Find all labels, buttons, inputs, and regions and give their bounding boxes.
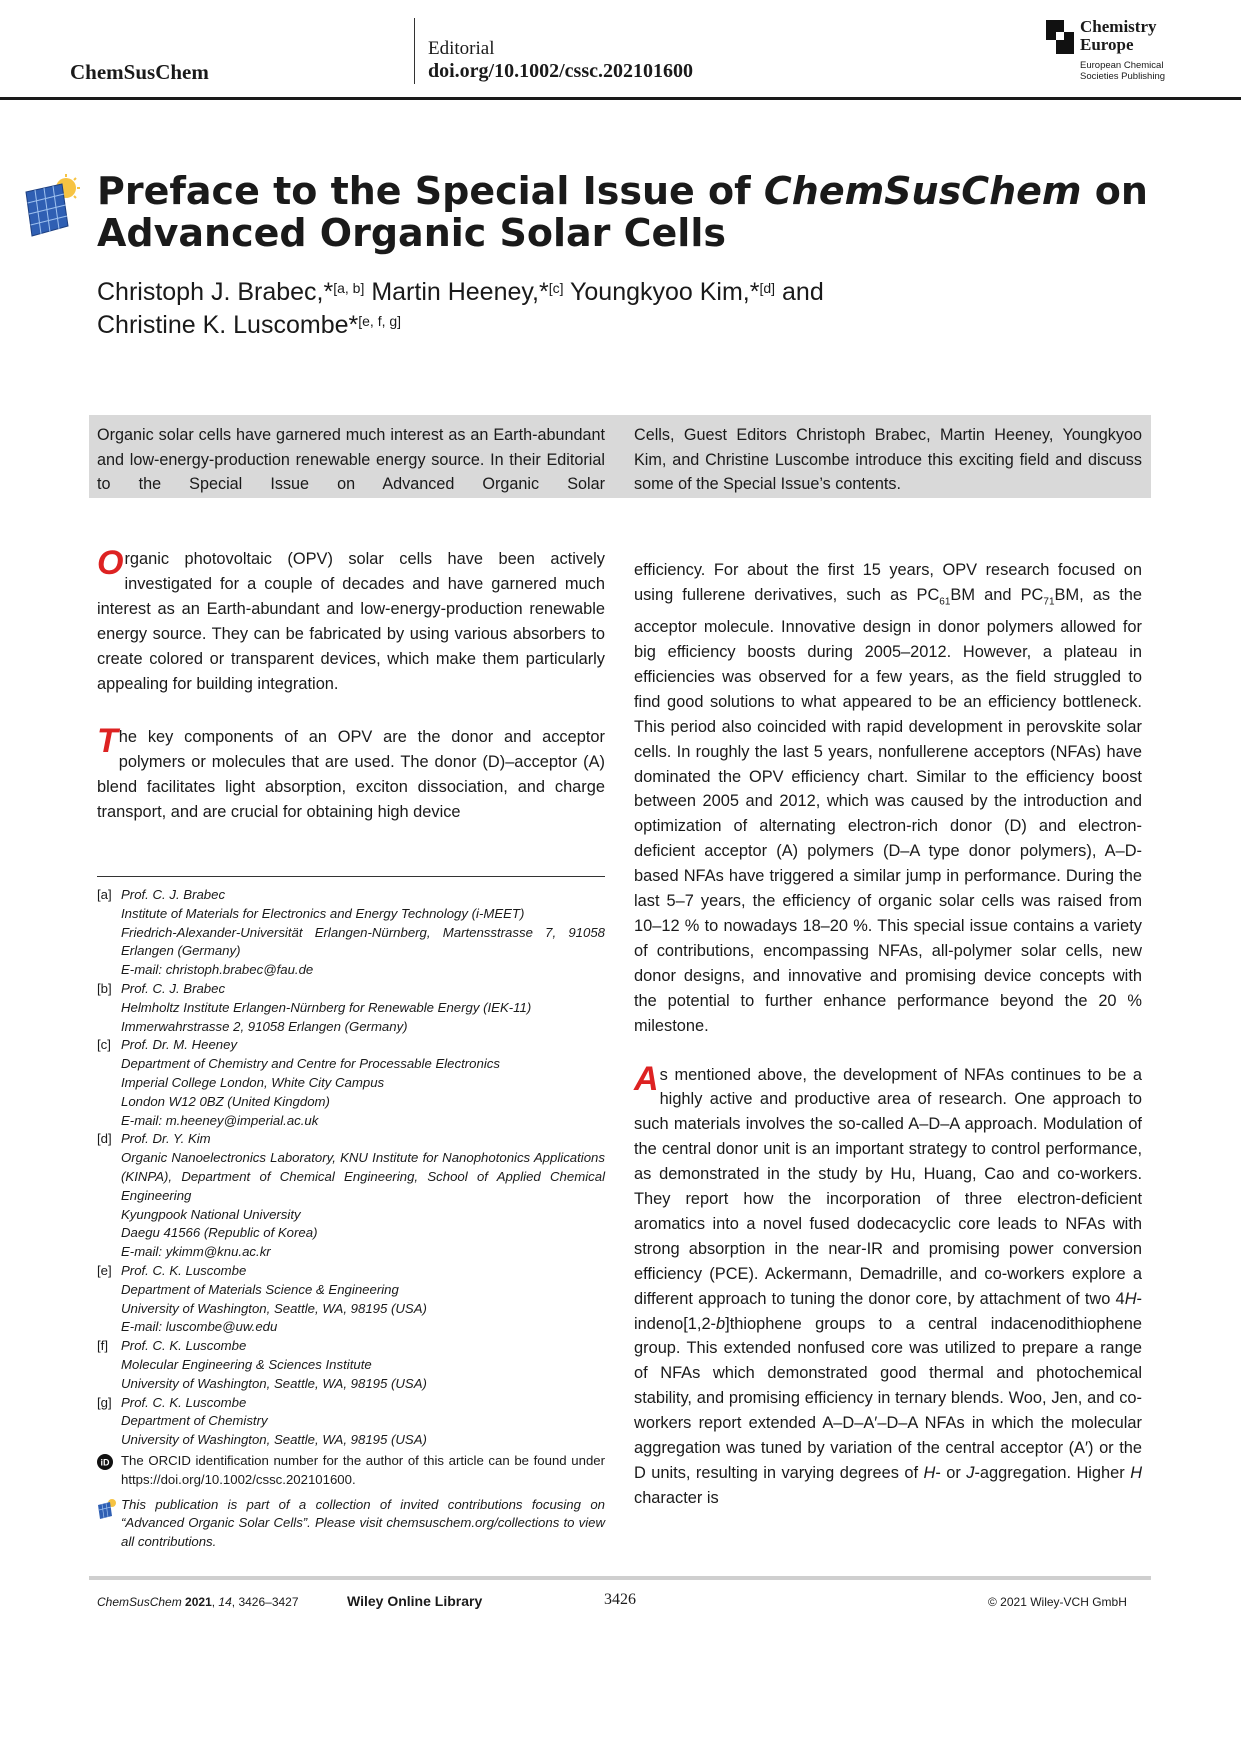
footnote-divider (97, 876, 605, 877)
header-rule (0, 97, 1241, 100)
affiliation-line: Kyungpook National University (121, 1206, 301, 1222)
affiliation-email[interactable]: E-mail: ykimm@knu.ac.kr (121, 1244, 271, 1260)
orcid-note-text: The ORCID identification number for the author of this article can be found under https://doi.org/10.1002/cssc.202101600. (121, 1452, 605, 1487)
subscript: 71 (1043, 596, 1055, 608)
affiliation-line: University of Washington, Seattle, WA, 98195 (USA) (121, 1300, 427, 1316)
affiliation-line: Prof. Dr. Y. Kim (121, 1131, 211, 1147)
abstract-col-2: Cells, Guest Editors Christoph Brabec, Martin Heeney, Youngkyoo Kim, and Christine Luscombe introduce this exciting field and discuss some of the Special Issue’s contents. (634, 426, 1142, 494)
copyright: © 2021 Wiley-VCH GmbH (988, 1595, 1127, 1609)
body-paragraph (97, 722, 605, 825)
solar-panel-icon (97, 1498, 117, 1520)
affiliation-line: Prof. C. J. Brabec (121, 887, 226, 902)
orcid-note (97, 1452, 605, 1490)
affiliation-line: Immerwahrstrasse 2, 91058 Erlangen (Germany) (121, 1018, 408, 1034)
italic-text: H (1130, 1464, 1143, 1482)
author-name[interactable]: Youngkyoo Kim,* (570, 278, 760, 306)
affiliation-tag: [g] (97, 1394, 112, 1410)
affiliation-line: University of Washington, Seattle, WA, 98195 (USA) (121, 1375, 427, 1391)
drop-cap: A (634, 1059, 659, 1098)
affiliation-email[interactable]: E-mail: luscombe@uw.edu (121, 1319, 278, 1335)
paragraph-text: -indeno[1,2- (634, 1289, 1142, 1333)
affiliation-line: Friedrich-Alexander-Universität Erlangen-Nürnberg, Martensstrasse 7, 91058 Erlangen (Germany) (121, 924, 605, 959)
author-list (97, 276, 1097, 342)
header-divider (414, 18, 415, 84)
footer-volume: 14 (218, 1595, 232, 1609)
footer-journal: ChemSusChem (97, 1595, 182, 1609)
svg-text:iD: iD (100, 1457, 110, 1468)
italic-text: H (1124, 1289, 1137, 1308)
article-title (97, 170, 1157, 254)
publisher-name-line1: Chemistry (1080, 17, 1157, 36)
collection-note (97, 1496, 605, 1552)
page-number: 3426 (604, 1591, 636, 1608)
affiliation-entry (97, 1130, 605, 1262)
affiliation-line: Department of Chemistry (121, 1413, 268, 1429)
paragraph-text: BM, as the acceptor molecule. Innovative design in donor polymers allowed for big efficiency boosts during 2005–2012. However, a plateau in efficiencies was observed for a few years, as the field struggled to find good solutions to what appeared to be an efficiency bottleneck. This period also coincided with rapid development in perovskite solar cells. In roughly the last 5 years, nonfullerene acceptors (NFAs) have dominated the OPV efficiency chart. Similar to the efficiency boost between 2005 and 2012, which was caused by the introduction and optimization of alternating electron-rich donor (D) and electron-deficient acceptor (A) polymers (D–A type donor polymers), A–D-based NFAs have triggered a similar jump in performance. During the last 5–7 years, the efficiency of organic solar cells was raised from 10–12 % to nowadays 18–20 %. This special issue contains a variety of contributions, encompassing NFAs, all-polymer solar cells, new donor designs, and innovative and promising device concepts with the potential to further enhance performance beyond the 20 % milestone. (634, 585, 1143, 1035)
paragraph-text: BM and PC (950, 585, 1044, 604)
subscript: 61 (939, 596, 951, 608)
affiliation-line: Imperial College London, White City Campus (121, 1074, 385, 1090)
affiliation-tag: [b] (97, 980, 112, 996)
affiliation-tag: [a] (97, 887, 112, 902)
paragraph-text: rganic photovoltaic (OPV) solar cells have been actively investigated for a couple of decades and have garnered much interest as an Earth-abundant and low-energy-production renewable energy source. They can be fabricated by using various absorbers to create colored or transparent devices, which make them particularly appealing for building integration. (97, 550, 605, 693)
affiliation-line: University of Washington, Seattle, WA, 98195 (USA) (121, 1432, 427, 1448)
affiliation-tag: [d] (97, 1131, 112, 1147)
collection-note-text: This publication is part of a collection of invited contributions focusing on “Advanced Organic Solar Cells”. Please visit chemsuschem.org/collections to view all contributions. (121, 1496, 605, 1550)
author-affiliation: [a, b] (333, 280, 365, 296)
affiliation-entry (97, 980, 605, 1036)
author-name[interactable]: Christoph J. Brabec,* (97, 278, 334, 306)
paragraph-text: efficiency. For about the first 15 years, OPV research focused on using fullerene derivatives, such as PC (634, 561, 1142, 604)
publisher-sub-line1: European Chemical (1080, 60, 1164, 71)
orcid-icon (97, 1454, 113, 1470)
author-name[interactable]: Christine K. Luscombe* (97, 311, 359, 339)
affiliation-line: Organic Nanoelectronics Laboratory, KNU Institute for Nanophotonics Applications (KINPA), Department of Chemical Engineering, School of Applied Chemical Engineering (121, 1150, 605, 1203)
author-affiliation: [c] (548, 280, 564, 296)
italic-text: J (966, 1464, 975, 1482)
affiliation-tag: [e] (97, 1262, 112, 1278)
italic-text: H (923, 1464, 936, 1482)
publisher-name-line2: Europe (1080, 35, 1134, 54)
body-left-column (97, 544, 605, 825)
body-paragraph (634, 1059, 1143, 1511)
affiliation-entry (97, 1394, 605, 1450)
drop-cap: T (97, 722, 118, 761)
affiliation-line: Prof. Dr. M. Heeney (121, 1037, 238, 1053)
footer-year: 2021 (185, 1595, 212, 1609)
body-paragraph (97, 544, 605, 696)
doi-link[interactable]: doi.org/10.1002/cssc.202101600 (428, 60, 693, 82)
affiliation-email[interactable]: E-mail: m.heeney@imperial.ac.uk (121, 1112, 319, 1128)
author-name[interactable]: Martin Heeney,* (371, 278, 549, 306)
affiliation-line: Helmholtz Institute Erlangen-Nürnberg for Renewable Energy (IEK-11) (121, 999, 532, 1015)
affiliation-entry (97, 1262, 605, 1337)
author-affiliation: [e, f, g] (358, 313, 402, 329)
author-separator: and (775, 278, 824, 306)
affiliation-entry (97, 1337, 605, 1393)
publisher-sub-line2: Societies Publishing (1080, 71, 1166, 82)
title-part1: Preface to the Special Issue of (97, 169, 764, 213)
wiley-online-library-link[interactable]: Wiley Online Library (347, 1593, 483, 1609)
affiliation-line: Molecular Engineering & Sciences Institute (121, 1356, 372, 1372)
publisher-logo (1046, 18, 1176, 82)
paragraph-text: character is (634, 1488, 719, 1507)
title-journal: ChemSusChem (763, 169, 1082, 213)
body-paragraph (634, 558, 1142, 1039)
affiliation-email[interactable]: E-mail: christoph.brabec@fau.de (121, 962, 314, 978)
affiliation-entry (97, 886, 605, 980)
paragraph-text: -aggregation. Higher (974, 1464, 1131, 1482)
body-right-column (634, 558, 1142, 1511)
footer-rule (89, 1576, 1151, 1580)
affiliation-line: Prof. C. K. Luscombe (121, 1394, 247, 1410)
solar-panel-icon (22, 174, 82, 238)
article-type: Editorial (428, 38, 495, 59)
affiliation-line: Daegu 41566 (Republic of Korea) (121, 1225, 318, 1241)
drop-cap: O (97, 544, 124, 582)
affiliation-line: Prof. C. K. Luscombe (121, 1262, 247, 1278)
affiliation-entry (97, 1036, 605, 1130)
affiliation-line: Prof. C. J. Brabec (121, 980, 226, 996)
italic-text: b (716, 1314, 726, 1333)
affiliation-line: London W12 0BZ (United Kingdom) (121, 1093, 330, 1109)
title-part2: on Advanced Organic Solar Cells (97, 169, 1148, 255)
footer-pages: , 3426–3427 (231, 1595, 299, 1609)
affiliation-line: Department of Materials Science & Engineering (121, 1281, 399, 1297)
abstract-box (89, 415, 1151, 498)
paragraph-text: s mentioned above, the development of NFAs continues to be a highly active and productive area of research. One approach to such materials involves the so-called A–D–A approach. Modulation of the central donor unit is an important strategy to control performance, as demonstrated in the study by Hu, Huang, Cao and co-workers. They report how the incorporation of three electron-deficient aromatics into a novel fused dodecacyclic core leads to NFAs with strong absorption in the near-IR and promising power conversion efficiency (PCE). Ackermann, Demadrille, and co-workers explore a different approach to tuning the donor core, by attachment of two 4 (634, 1065, 1142, 1308)
affiliation-line: Prof. C. K. Luscombe (121, 1338, 247, 1354)
affiliation-line: Institute of Materials for Electronics and Energy Technology (i-MEET) (121, 905, 525, 921)
paragraph-text: he key components of an OPV are the donor and acceptor polymers or molecules that are used. The donor (D)–acceptor (A) blend facilitates light absorption, exciton dissociation, and charge transport, and are crucial for obtaining high device (97, 728, 605, 822)
paragraph-text: - or (935, 1464, 967, 1482)
journal-name: ChemSusChem (70, 60, 209, 84)
affiliation-line: Department of Chemistry and Centre for Processable Electronics (121, 1056, 500, 1072)
abstract-col-1: Organic solar cells have garnered much interest as an Earth-abundant and low-energy-production renewable energy source. In their Editorial to the Special Issue on Advanced Organic Solar (97, 426, 605, 494)
affiliation-tag: [c] (97, 1037, 111, 1053)
author-affiliation: [d] (759, 280, 776, 296)
paragraph-text: ]thiophene groups to a central indacenodithiophene group. This extended nonfused core was utilized to prepare a range of NFAs which demonstrated good thermal and photochemical stability, and promising efficiency in ternary blends. Woo, Jen, and co-workers report extended A–D–A′–D–A NFAs in which the molecular aggregation was tuned by variation of the central acceptor (A′) or the D units, resulting in varying degrees of (634, 1314, 1142, 1482)
footer-citation: ChemSusChem 2021, 14, 3426–3427 (97, 1595, 299, 1609)
affiliation-tag: [f] (97, 1338, 108, 1354)
affiliations (97, 886, 605, 1552)
chemistry-europe-logo-mark (1046, 20, 1074, 54)
